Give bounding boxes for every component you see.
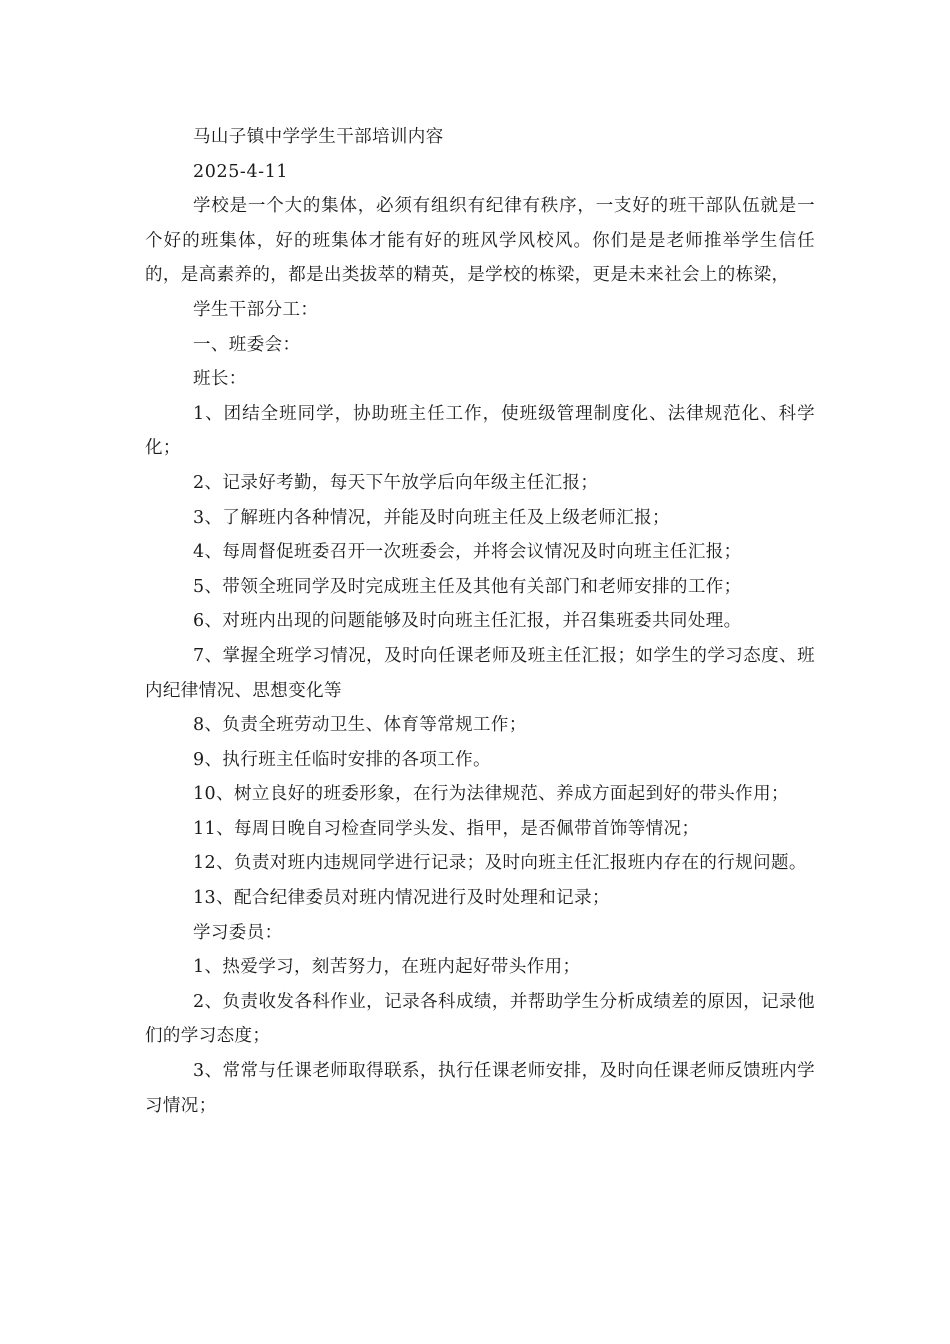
list-item: 9、执行班主任临时安排的各项工作。 <box>193 749 491 770</box>
role-heading-study: 学习委员： <box>193 922 283 943</box>
document-page <box>145 120 815 1123</box>
list-item: 4、每周督促班委召开一次班委会，并将会议情况及时向班主任汇报； <box>193 542 742 563</box>
document-title: 马山子镇中学学生干部培训内容 <box>193 127 444 147</box>
list-item: 5、带领全班同学及时完成班主任及其他有关部门和老师安排的工作； <box>193 576 742 597</box>
list-item: 3、常常与任课老师取得联系，执行任课老师安排，及时向任课老师反馈班内学习情况； <box>145 1061 815 1116</box>
list-item: 2、记录好考勤，每天下午放学后向年级主任汇报； <box>193 472 599 493</box>
role-heading-monitor: 班长： <box>193 369 247 390</box>
intro-paragraph: 学校是一个大的集体，必须有组织有纪律有秩序，一支好的班干部队伍就是一个好的班集体，好的班集体才能有好的班风学风校风。你们是是老师推举学生信任的，是高素养的，都是出类拔萃的精英，是学校的栋梁，更是未来社会上的栋梁， <box>145 196 815 286</box>
subsection-heading: 一、班委会： <box>193 334 301 355</box>
section-heading: 学生干部分工： <box>193 299 319 320</box>
list-item: 13、配合纪律委员对班内情况进行及时处理和记录； <box>193 888 610 909</box>
list-item: 10、树立良好的班委形象，在行为法律规范、养成方面起到好的带头作用； <box>193 784 789 805</box>
list-item: 1、团结全班同学，协助班主任工作，使班级管理制度化、法律规范化、科学化； <box>145 403 815 459</box>
list-item: 2、负责收发各科作业，记录各科成绩，并帮助学生分析成绩差的原因，记录他们的学习态度； <box>145 991 815 1047</box>
list-item: 12、负责对班内违规同学进行记录；及时向班主任汇报班内存在的行规问题。 <box>193 853 807 874</box>
list-item: 1、热爱学习，刻苦努力，在班内起好带头作用； <box>193 957 581 978</box>
list-item: 8、负责全班劳动卫生、体育等常规工作； <box>193 715 527 736</box>
list-item: 6、对班内出现的问题能够及时向班主任汇报，并召集班委共同处理。 <box>193 611 742 632</box>
document-date: 2025-4-11 <box>193 161 289 182</box>
list-item: 7、掌握全班学习情况，及时向任课老师及班主任汇报；如学生的学习态度、班内纪律情况、思想变化等 <box>145 645 815 701</box>
list-item: 11、每周日晚自习检查同学头发、指甲，是否佩带首饰等情况； <box>193 818 700 839</box>
list-item: 3、了解班内各种情况，并能及时向班主任及上级老师汇报； <box>193 507 670 528</box>
